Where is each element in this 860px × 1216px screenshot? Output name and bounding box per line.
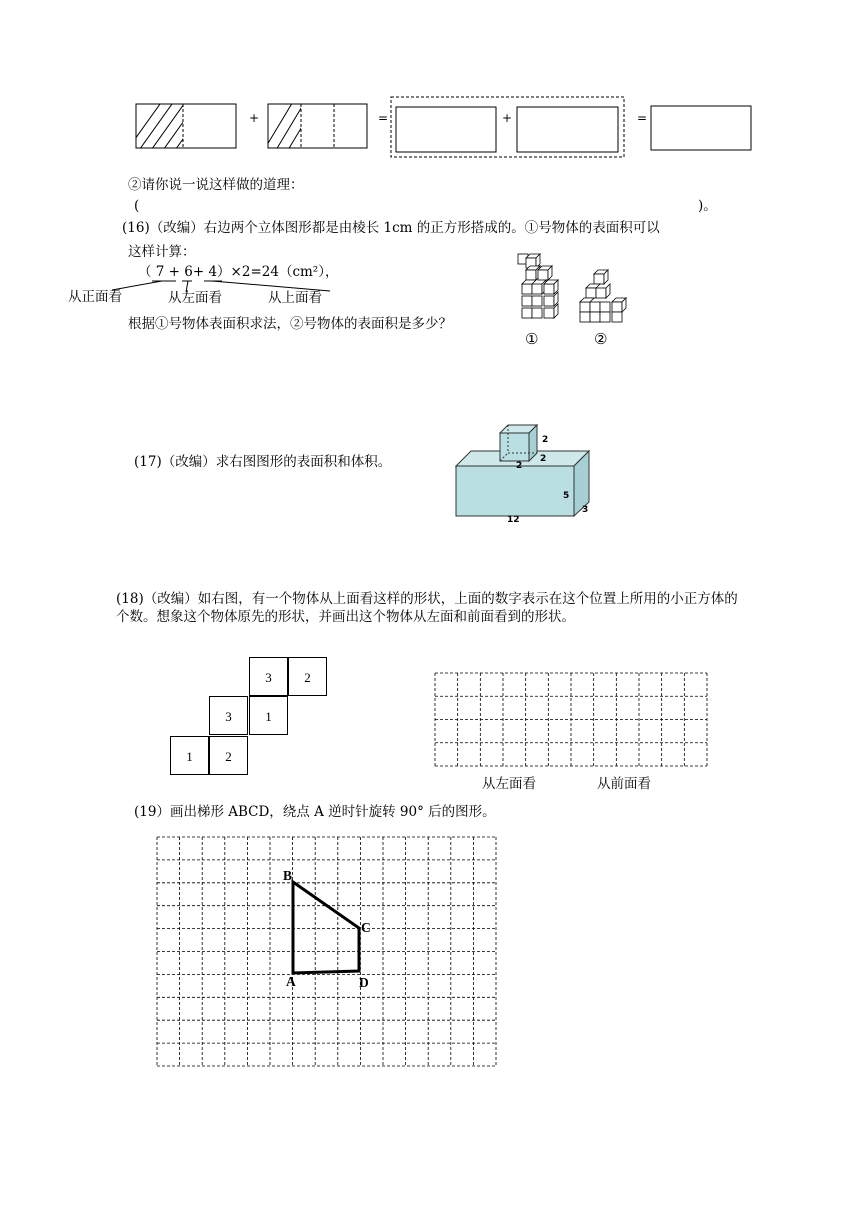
count-cell: 1 [249, 696, 288, 735]
label-front-view: 从正面看 [68, 289, 122, 305]
equals-sign: = [637, 111, 648, 125]
figure-label-1: ① [525, 330, 539, 348]
count-cell: 2 [209, 736, 248, 775]
small-cube-depth: 2 [540, 454, 547, 464]
label-top-view: 从上面看 [268, 290, 322, 306]
question-16-ask: 根据①号物体表面积求法，②号物体的表面积是多少？ [128, 316, 452, 332]
count-cell: 3 [249, 657, 288, 696]
question-prompt: ②请你说一说这样做的道理： [128, 177, 304, 193]
question-17: (17)（改编）求右图图形的表面积和体积。 [134, 454, 392, 470]
small-cube-height: 2 [542, 435, 549, 445]
point-label-c: C [361, 920, 371, 935]
question-16-line2: 这样计算： [128, 244, 196, 260]
question-19: (19）画出梯形 ABCD，绕点 A 逆时针旋转 90° 后的图形。 [134, 804, 496, 820]
small-cube-width: 2 [516, 461, 523, 471]
box-length: 12 [507, 515, 520, 525]
box-height: 5 [563, 491, 570, 501]
question-16-line1: (16)（改编）右边两个立体图形都是由棱长 1cm 的正方形搭成的。①号物体的表面积可以 [122, 220, 660, 236]
label-left-view: 从左面看 [482, 776, 536, 792]
plus-sign: + [502, 111, 513, 125]
count-cell: 2 [288, 657, 327, 696]
answer-paren-open: ( [134, 198, 140, 214]
point-label-d: D [359, 975, 369, 990]
label-left-view: 从左面看 [168, 290, 222, 306]
box-depth: 3 [582, 505, 589, 515]
plus-sign: + [249, 111, 260, 125]
point-label-b: B [283, 868, 293, 883]
answer-paren-close: )。 [698, 198, 717, 214]
point-label-a: A [286, 974, 296, 989]
surface-area-formula: （ 7 + 6+ 4）×2=24（cm²）， [138, 264, 339, 280]
equals-sign: = [378, 111, 389, 125]
count-cell: 1 [170, 736, 209, 775]
count-cell: 3 [209, 696, 248, 735]
figure-label-2: ② [594, 330, 608, 348]
label-front-view: 从前面看 [597, 776, 651, 792]
question-18: (18)（改编）如右图，有一个物体从上面看这样的形状，上面的数字表示在这个位置上所用的小正方体的个数。想象这个物体原先的形状，并画出这个物体从左面和前面看到的形状。 [116, 591, 738, 625]
